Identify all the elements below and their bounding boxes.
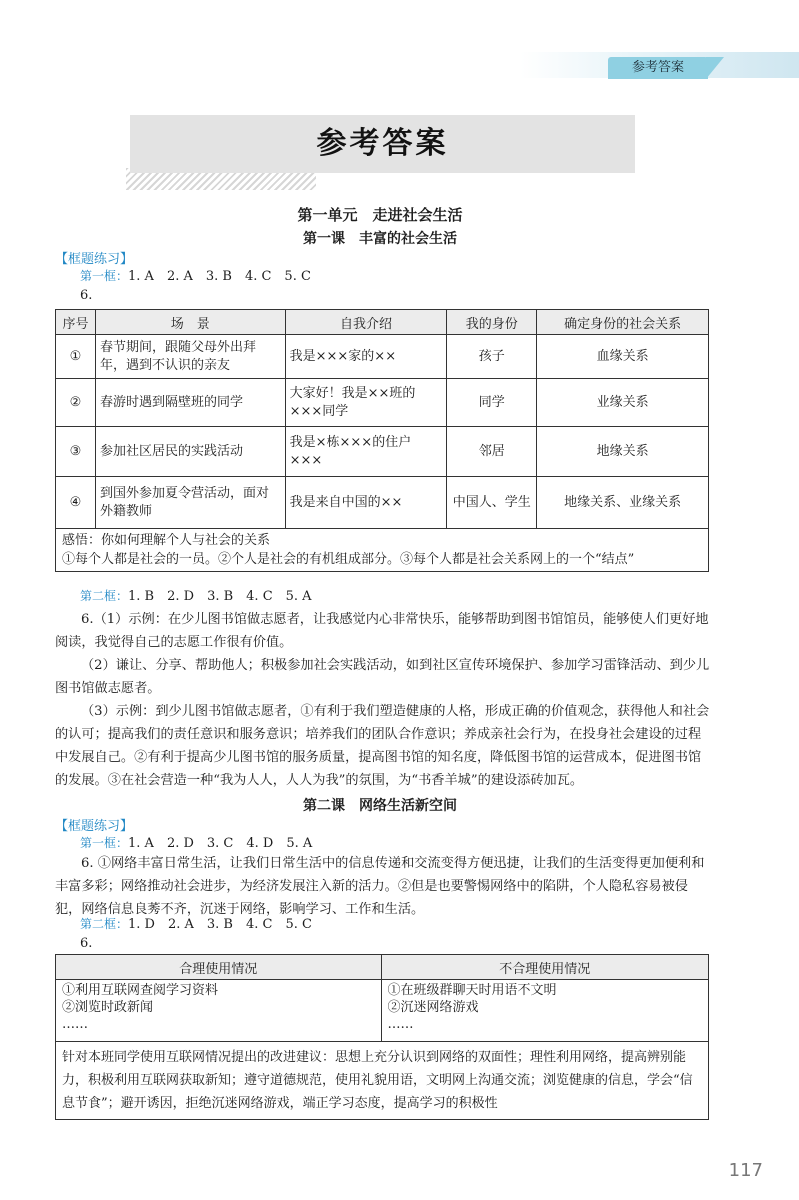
table-row bbox=[56, 980, 709, 1042]
frame-label: 第二框： bbox=[80, 589, 129, 603]
internet-use-table bbox=[55, 954, 709, 1120]
suggestion-cell: 针对本班同学使用互联网情况提出的改进建议：思想上充分认识到网络的双面性；理性利用网络，提高辨别能力，积极利用互联网获取新知；遵守道德规范，使用礼貌用语，文明网上沟通交流；浏览健康的信息，学会“信息节食”；避开诱因，拒绝沉迷网络游戏，端正学习态度，提高学习的积极性 bbox=[56, 1042, 709, 1120]
q6-part3: （3）示例：到少儿图书馆做志愿者，①有利于我们塑造健康的人格，形成正确的价值观念，获得他人和社会的认可；提高我们的责任意识和服务意识；培养我们的团队合作意识；养成亲社会行为，在投身社会建设的过程中发展自己。②有利于提高少儿图书馆的服务质量，提高图书馆的知名度，降低图书馆的运营成本，促进图书馆的发展。③在社会营造一种“我为人人，人人为我”的氛围，为“书香羊城”的建设添砖加瓦。 bbox=[55, 704, 710, 788]
scene-cell: 参加社区居民的实践活动 bbox=[95, 427, 285, 477]
reasonable-use-cell bbox=[56, 980, 382, 1042]
frame-label: 第一框： bbox=[80, 836, 129, 850]
reflection-answer: ①每个人都是社会的一员。②个人是社会的有机组成部分。③每个人都是社会关系网上的一个“结点” bbox=[62, 552, 635, 567]
unreasonable-use-cell bbox=[381, 980, 709, 1042]
list-item: ①利用互联网查阅学习资料 bbox=[62, 983, 219, 998]
identity-cell: 孩子 bbox=[447, 335, 537, 379]
list-item: ②沉迷网络游戏 bbox=[387, 1000, 479, 1015]
reflection-question: 感悟：你如何理解个人与社会的关系 bbox=[62, 533, 271, 548]
row-number: ② bbox=[56, 379, 96, 427]
table-header-row bbox=[56, 310, 709, 335]
list-item: ②浏览时政新闻 bbox=[62, 1000, 154, 1015]
frame-label: 第二框： bbox=[80, 917, 129, 931]
table-row bbox=[56, 379, 709, 427]
list-item: …… bbox=[62, 1017, 88, 1032]
relation-cell: 业缘关系 bbox=[537, 379, 709, 427]
intro-cell: 大家好！我是××班的×××同学 bbox=[285, 379, 447, 427]
answers: 1. D 2. A 3. B 4. C 5. C bbox=[128, 917, 312, 932]
header-tab: 参考答案 bbox=[608, 57, 708, 79]
answers: 1. A 2. D 3. C 4. D 5. A bbox=[128, 836, 313, 851]
social-relation-table bbox=[55, 309, 709, 572]
intro-cell: 我是×××家的×× bbox=[285, 335, 447, 379]
q6-label: 6. bbox=[80, 288, 93, 303]
column-header: 我的身份 bbox=[447, 310, 537, 335]
frame2-answers bbox=[80, 915, 312, 934]
section-tag: 【框题练习】 bbox=[55, 819, 134, 834]
scene-cell: 春节期间，跟随父母外出拜年，遇到不认识的亲友 bbox=[95, 335, 285, 379]
table-row bbox=[56, 477, 709, 529]
identity-cell: 邻居 bbox=[447, 427, 537, 477]
table-header-row bbox=[56, 955, 709, 980]
suggestion-row bbox=[56, 1042, 709, 1120]
column-header: 确定身份的社会关系 bbox=[537, 310, 709, 335]
q6-part2: （2）谦让、分享、帮助他人；积极参加社会实践活动，如到社区宣传环境保护、参加学习雷锋活动、到少儿图书馆做志愿者。 bbox=[55, 658, 710, 696]
answers: 1. A 2. A 3. B 4. C 5. C bbox=[128, 269, 311, 284]
q6-part1: 6.（1）示例：在少儿图书馆做志愿者，让我感觉内心非常快乐，能够帮助到图书馆馆员，能够使人们更好地阅读，我觉得自己的志愿工作很有价值。 bbox=[55, 612, 709, 650]
intro-cell: 我是×栋×××的住户××× bbox=[285, 427, 447, 477]
column-header: 序号 bbox=[56, 310, 96, 335]
lesson1-title: 第一课 丰富的社会生活 bbox=[303, 231, 457, 247]
intro-cell: 我是来自中国的×× bbox=[285, 477, 447, 529]
scene-cell: 春游时遇到隔壁班的同学 bbox=[95, 379, 285, 427]
header-tab-notch bbox=[706, 57, 724, 79]
relation-cell: 血缘关系 bbox=[537, 335, 709, 379]
scene-cell: 到国外参加夏令营活动，面对外籍教师 bbox=[95, 477, 285, 529]
lesson2-title: 第二课 网络生活新空间 bbox=[303, 798, 457, 814]
column-header: 不合理使用情况 bbox=[381, 955, 709, 980]
l2-q6-part1: 6. ①网络丰富日常生活，让我们日常生活中的信息传递和交流变得方便迅捷，让我们的生活变得更加便利和丰富多彩；网络推动社会进步，为经济发展注入新的活力。②但是也要警惕网络中的陷阱，个人隐私容易被侵犯，网络信息良莠不齐，沉迷于网络，影响学习、工作和生活。 bbox=[55, 856, 705, 917]
identity-cell: 同学 bbox=[447, 379, 537, 427]
list-item: ①在班级群聊天时用语不文明 bbox=[387, 983, 557, 998]
reflection-row bbox=[56, 529, 709, 572]
frame-label: 第一框： bbox=[80, 269, 129, 283]
reflection-cell bbox=[56, 529, 709, 572]
row-number: ① bbox=[56, 335, 96, 379]
column-header: 自我介绍 bbox=[285, 310, 447, 335]
page-title: 参考答案 bbox=[316, 126, 449, 161]
answers: 1. B 2. D 3. B 4. C 5. A bbox=[128, 589, 312, 604]
relation-cell: 地缘关系 bbox=[537, 427, 709, 477]
section-tag: 【框题练习】 bbox=[55, 252, 134, 267]
column-header: 合理使用情况 bbox=[56, 955, 382, 980]
frame1-answers bbox=[80, 267, 311, 286]
column-header: 场 景 bbox=[95, 310, 285, 335]
list-item: …… bbox=[387, 1017, 414, 1032]
frame1-answers bbox=[80, 834, 312, 853]
row-number: ③ bbox=[56, 427, 96, 477]
relation-cell: 地缘关系、业缘关系 bbox=[537, 477, 709, 529]
row-number: ④ bbox=[56, 477, 96, 529]
identity-cell: 中国人、学生 bbox=[447, 477, 537, 529]
frame2-answers bbox=[80, 587, 312, 606]
page-number: 117 bbox=[728, 1160, 763, 1181]
table-row bbox=[56, 335, 709, 379]
table-row bbox=[56, 427, 709, 477]
q6-label: 6. bbox=[80, 936, 93, 951]
unit-title: 第一单元 走进社会生活 bbox=[297, 206, 463, 224]
